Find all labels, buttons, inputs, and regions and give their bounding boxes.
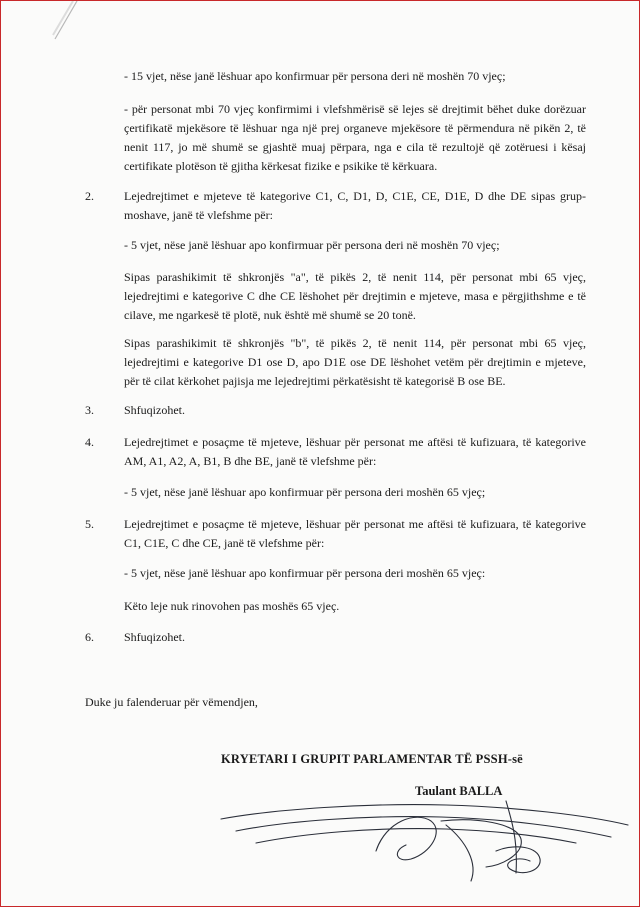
item-number-3: 3. <box>85 403 94 417</box>
item-2-sub-1: - 5 vjet, nëse janë lëshuar apo konfirmuar për persona deri në moshën 70 vjeç; <box>124 238 500 252</box>
item-4-text: Lejedrejtimet e posaçme të mjeteve, lëshuar për personat me aftësi të kufizuara, të kategorive AM, A1, A2, A, B1, B dhe BE, janë të vlefshme për: <box>124 435 586 468</box>
paragraph-15-years: - 15 vjet, nëse janë lëshuar apo konfirmuar për persona deri në moshën 70 vjeç; <box>124 69 506 83</box>
signatory-name: Taulant BALLA <box>415 784 503 798</box>
item-number-2: 2. <box>85 189 94 203</box>
item-2-sub-2: Sipas parashikimit të shkronjës "a", të pikës 2, të nenit 114, për personat mbi 65 vjeç, lejedrejtimi e kategorive C dhe CE lëshohet për drejtimin e mjeteve, masa e përgjithshme e të cilave, me ngarkesë të plotë, nuk është më shumë se 20 tonë. <box>124 270 586 322</box>
item-5-text: Lejedrejtimet e posaçme të mjeteve, lëshuar për personat me aftësi të kufizuara, të kategorive C1, C1E, C dhe CE, janë të vlefshme për: <box>124 517 586 550</box>
item-2-text: Lejedrejtimet e mjeteve të kategorive C1, C, D1, D, C1E, CE, D1E, D dhe DE sipas grup-moshave, janë të vlefshme për: <box>124 189 586 222</box>
closing-line: Duke ju falenderuar për vëmendjen, <box>85 695 258 709</box>
item-5-sub-2: Këto leje nuk rinovohen pas moshës 65 vjeç. <box>124 599 340 613</box>
item-number-6: 6. <box>85 630 94 644</box>
item-number-5: 5. <box>85 517 94 531</box>
item-2-sub-3: Sipas parashikimit të shkronjës "b", të pikës 2, të nenit 114, për personat mbi 65 vjeç, lejedrejtimi e kategorive D1 ose D, apo D1E ose DE lëshohet vetëm për drejtimin e mjeteve, për të cilat kërkohet pajisja me lejedrejtimi përkatësisht të kategorisë B ose BE. <box>124 336 586 388</box>
handwritten-signature <box>216 781 636 891</box>
page-fold-mark <box>49 1 79 41</box>
item-number-4: 4. <box>85 435 94 449</box>
item-3-text: Shfuqizohet. <box>124 403 185 417</box>
paragraph-over-70: - për personat mbi 70 vjeç konfirmimi i vlefshmërisë së lejes së drejtimit bëhet duke dorëzuar çertifikatë mjekësore të lëshuar nga një prej organeve mjekësore të përmendura në pikën 2, të nenit 117, jo më shumë se gjashtë muaj përpara, nga e cila të rezultojë që zotëruesi i kësaj certifikate plotëson të gjitha kërkesat fizike e psikike të kërkuara. <box>124 102 586 173</box>
item-4-sub-1: - 5 vjet, nëse janë lëshuar apo konfirmuar për persona deri moshën 65 vjeç; <box>124 485 486 499</box>
item-6-text: Shfuqizohet. <box>124 630 185 644</box>
signatory-title: KRYETARI I GRUPIT PARLAMENTAR TË PSSH-së <box>221 752 523 766</box>
item-5-sub-1: - 5 vjet, nëse janë lëshuar apo konfirmuar për persona deri moshën 65 vjeç: <box>124 566 486 580</box>
